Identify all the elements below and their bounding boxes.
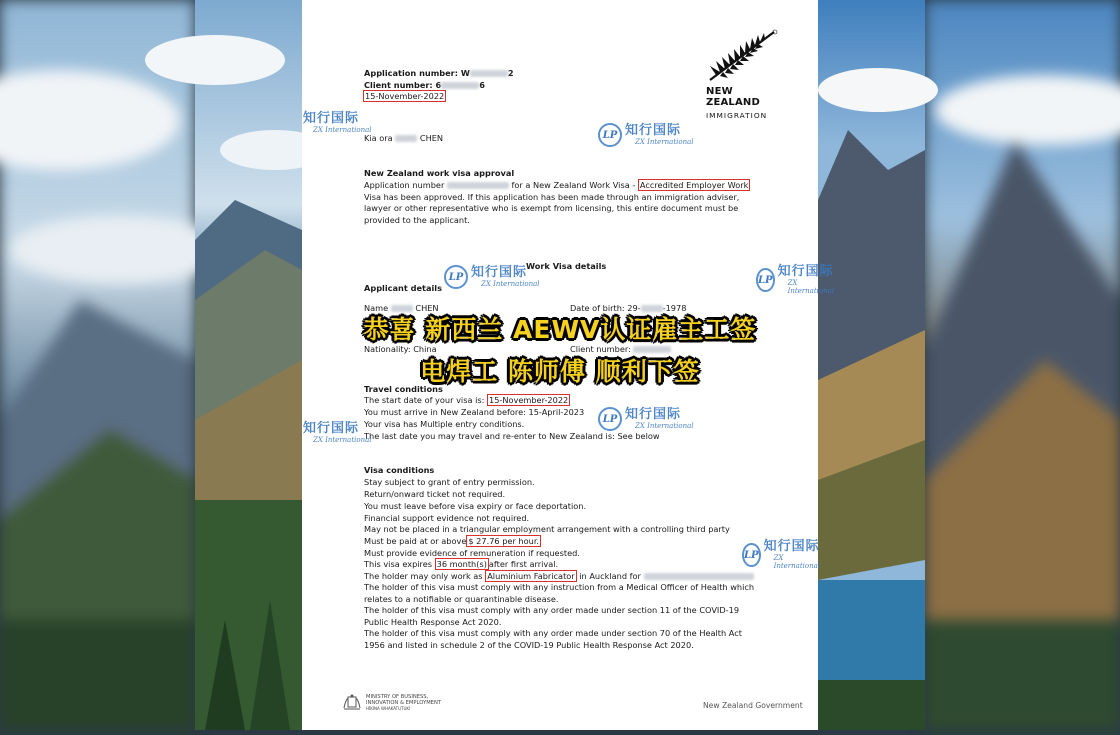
watermark: LP 知行国际 ZX International xyxy=(744,539,821,570)
work-visa-details-title: Work Visa details xyxy=(526,261,607,271)
ministry-line-1: MINISTRY OF BUSINESS, xyxy=(366,694,429,700)
entry-conditions: Your visa has Multiple entry conditions. xyxy=(364,419,525,429)
applicant-name: Name CHEN xyxy=(364,303,439,313)
logo-line-1: NEW ZEALAND xyxy=(706,85,761,109)
nz-government-footer: New Zealand Government xyxy=(703,701,803,710)
lp-logo-icon: LP xyxy=(756,268,775,292)
nz-immigration-logo xyxy=(706,28,786,121)
approval-paragraph: Application number for a New Zealand Work Visa - Accredited Employer Work Visa has been approved. If this application has been made through an immigration adviser, lawyer or other representative who is exempt from licensing, this entire document must be provided to the applicant. xyxy=(364,180,749,225)
watermark: LP 知行国际 ZX International xyxy=(444,265,540,289)
redacted-value xyxy=(644,573,754,580)
nz-coat-of-arms-icon xyxy=(342,694,362,712)
watermark: LP 知行国际 ZX International xyxy=(758,264,835,295)
watermark: 知行国际 ZX International xyxy=(303,421,372,444)
condition-line: You must leave before visa expiry or face deportation. xyxy=(364,501,587,511)
last-travel-date: The last date you may travel and re-enter to New Zealand is: See below xyxy=(364,431,660,441)
date-of-birth: Date of birth: 29- -1978 xyxy=(570,303,687,313)
applicant-client-number: Client number: xyxy=(570,344,671,356)
lp-logo-icon: LP xyxy=(444,265,468,289)
lp-logo-icon: LP xyxy=(598,407,622,431)
approval-heading: New Zealand work visa approval xyxy=(364,168,515,178)
condition-line: Stay subject to grant of entry permission. xyxy=(364,477,535,487)
watermark: LP 知行国际 ZX International xyxy=(598,407,694,431)
redacted-value xyxy=(470,70,508,77)
condition-line: May not be placed in a triangular employment arrangement with a controlling third party xyxy=(364,524,730,534)
letter-date: 15-November-2022 xyxy=(365,91,445,101)
visa-conditions-heading: Visa conditions xyxy=(364,465,435,475)
overlay-headline-1: 恭喜 新西兰 AEWV认证雇主工签 xyxy=(363,315,757,344)
travel-conditions-heading: Travel conditions xyxy=(364,384,443,394)
visa-expiry-condition: This visa expires 36 month(s) after first arrival. xyxy=(364,559,559,569)
visa-start-date: The start date of your visa is: 15-November-2022 xyxy=(364,395,569,405)
condition-line: Financial support evidence not required. xyxy=(364,513,530,523)
condition-line: The holder of this visa must comply with any order made under section 11 of the COVID-19 Public Health Response Act 2020. xyxy=(364,605,740,627)
greeting: Kia ora CHEN xyxy=(364,133,444,143)
redacted-value xyxy=(447,182,509,189)
overlay-headline-2: 电焊工 陈师傅 顺利下签 xyxy=(420,357,700,386)
condition-line: The holder of this visa must comply with any instruction from a Medical Officer of Health which relates to a notifiable or quarantinable disease. xyxy=(364,582,755,604)
arrival-deadline: You must arrive in New Zealand before: 15-April-2023 xyxy=(364,407,585,417)
lp-logo-icon: LP xyxy=(742,543,761,567)
ministry-line-3: HĪKINA WHAKATUTUKI xyxy=(366,706,411,711)
condition-line: Return/onward ticket not required. xyxy=(364,489,506,499)
nationality: Nationality: China xyxy=(364,344,437,354)
mbie-footer xyxy=(342,694,441,712)
pay-rate-condition: Must be paid at or above $ 27.76 per hour. xyxy=(364,536,540,546)
silver-fern-icon xyxy=(706,28,778,82)
condition-line: Must provide evidence of remuneration if requested. xyxy=(364,548,580,558)
redacted-value xyxy=(441,82,479,89)
watermark: 知行国际 ZX International xyxy=(303,111,372,134)
lp-logo-icon: LP xyxy=(598,123,622,147)
client-number: Client number: 6 6 xyxy=(364,80,485,90)
application-number: Application number: W 2 xyxy=(364,68,514,78)
occupation-condition: The holder may only work as Aluminium Fabricator in Auckland for xyxy=(364,571,754,583)
applicant-details-heading: Applicant details xyxy=(364,283,442,293)
ministry-line-2: INNOVATION & EMPLOYMENT xyxy=(366,700,442,706)
redacted-value xyxy=(395,135,417,142)
logo-line-2: IMMIGRATION xyxy=(706,110,768,120)
watermark: LP 知行国际 ZX International xyxy=(598,123,694,147)
condition-line: The holder of this visa must comply with any order made under section 70 of the Health Act 1956 and listed in schedule 2 of the COVID-19 Public Health Response Act 2020. xyxy=(364,628,742,650)
